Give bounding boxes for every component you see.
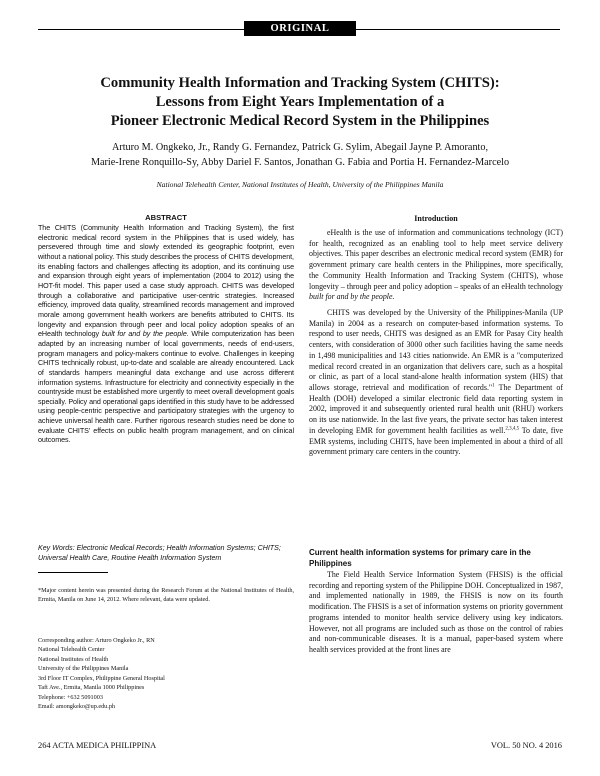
abstract-emphasis: built for and by the people.	[101, 330, 189, 339]
intro-paragraph-2	[309, 308, 563, 458]
footer-journal: 264 ACTA MEDICA PHILIPPINA	[38, 741, 157, 750]
correspondence-line: Telephone: +632 5091003	[38, 693, 103, 701]
article-title	[40, 74, 560, 131]
citation-ref: 1	[492, 383, 495, 389]
correspondence-line: Corresponding author: Arturo Ongkeko Jr., RN	[38, 637, 155, 644]
paragraph-text: To date, five EMR systems, including CHITS, have been implemented in about a third of all government primary care centers in the country.	[309, 425, 564, 457]
correspondence-line: University of the Philippines Manila	[38, 665, 129, 673]
citation-ref: 2,3,4,5	[505, 426, 520, 432]
section-paragraph-1	[309, 570, 563, 656]
abstract-body	[38, 224, 294, 446]
affiliation: National Telehealth Center, National Institutes of Health, University of the Philippines Manila	[156, 180, 444, 189]
correspondence-line: National Telehealth Center	[38, 646, 105, 654]
paragraph-text: The Department of Health (DOH) developed a similar electronic field data reporting system in 2002, improved it and subsequently oriented rural health unit (RHU) workers on its use nationwide. In the last five years, the private sector has taken interest in developing EMR for government health facilities as well.	[309, 383, 563, 435]
correspondence-line: Taft Ave., Ermita, Manila 1000 Philippines	[38, 684, 145, 692]
paragraph-emphasis: built for and by the people.	[309, 292, 395, 302]
intro-paragraph-1	[309, 228, 563, 303]
abstract-text: While computerization has been adapted by an increasing number of local governments, needs of end-users, program managers and policy-makers continue to evolve. Challenges in keeping CHITS technically robust, up-to-date and scalable are already encountered. Lack of standards hampers meaningful data exchange and use across different information systems. Infrastructure for electricity and connectivity especially in the countryside must be established more urgently to meet overall development goals specially. Policy and operational gaps identified in this study have to be addressed using people-centric perspective and participatory strategies with the urgency to achieve universal health care. Further rigorous research studies need be done to evaluate CHITS' effects on public health program management, and on clinical outcomes.	[38, 330, 294, 445]
correspondence-line: National Institutes of Health	[38, 655, 109, 663]
paragraph-text: CHITS was developed by the University of the Philippines-Manila (UP Manila) in 2004 as a research on computer-based information systems. To respond to user needs, CHITS was designed as an EMR for Pasay City health centers, with consideration of 3000 other such facilities having the same needs in 1,498 municipalities and 143 cities nationwide. An EMR is a "computerized medical record created in an organization that delivers care, such as a hospital or clinic, as part of a local stand-alone health information system (HIS) that allows storage, retrieval and modification of records."	[309, 308, 563, 393]
paragraph-text: The Field Health Service Information System (FHSIS) is the official recording and reporting system of the Philippine DOH. Conceptualized in 1987, and implemented nationally in 1989, the FHSIS is now on its fourth modification. The FHSIS is a set of information systems on priority government programs intended to monitor health service delivery using key indicators. However, not all programs are included such as those on the control of rabies and non-communicable diseases. It is a manual, paper-based system where health services provided at the front lines are	[309, 570, 563, 655]
article-type-badge: ORIGINAL ARTICLE	[244, 21, 356, 36]
introduction-heading: Introduction	[414, 214, 458, 223]
author-list	[40, 141, 560, 170]
title-line: Lessons from Eight Years Implementation of a	[155, 94, 445, 110]
correspondence-email[interactable]: Email: amongkeko@up.edu.ph	[38, 703, 116, 711]
title-line: Pioneer Electronic Medical Record System in the Philippines	[110, 113, 490, 129]
abstract-heading: ABSTRACT	[145, 213, 187, 222]
keywords: Key Words: Electronic Medical Records; Health Information Systems; CHITS; Universal Health Care, Routine Health Information System	[38, 544, 281, 562]
title-line: Community Health Information and Tracking System (CHITS):	[100, 75, 500, 91]
author-line: Arturo M. Ongkeko, Jr., Randy G. Fernandez, Patrick G. Sylim, Abegail Jayne P. Amoranto,	[111, 142, 489, 153]
correspondence-block	[38, 636, 294, 712]
footnote-rule	[38, 572, 108, 573]
section-heading: Current health information systems for primary care in the Philippines	[309, 548, 531, 568]
presentation-note: *Major content herein was presented during the Research Forum at the National Institutes of Health, Ermita, Manila on June 14, 2012. Where relevant, data were updated.	[38, 587, 294, 604]
correspondence-line: 3rd Floor IT Complex, Philippine General Hospital	[38, 674, 165, 682]
paragraph-text: eHealth is the use of information and communications technology (ICT) for health, recognized as an enabling tool to help meet service delivery objectives. This paper describes an electronic medical record system (EMR) for government primary care health centers in the Philippines, more specifically, the Community Health Information and Tracking System (CHITS), whose longevity – through peer and policy adoption – speaks of an eHealth technology	[309, 228, 563, 291]
author-line: Marie-Irene Ronquillo-Sy, Abby Dariel F. Santos, Jonathan G. Fabia and Portia H. Fernandez-Marcelo	[90, 156, 510, 168]
abstract-text: The CHITS (Community Health Information and Tracking System), the first electronic medical record system in the Philippines that is used widely, has persevered through time and slowly extended its geographic footprint, even without a national policy. This study describes the process of CHITS development, its enabling factors and challenges affecting its adoption, and its continuing use and expansion through eight years of implementation (2004 to 2012) using the HOT-fit model. This paper used a case study approach. CHITS was developed through a collaborative and participative user-centric strategies. Increased efficiency, improved data quality, streamlined records management and improved morale among government health workers are benefits attributed to CHITS. Its longevity and expansion through peer and local policy adoption speaks of an eHealth technology	[38, 224, 294, 339]
footer-volume: VOL. 50 NO. 4 2016	[490, 741, 562, 750]
